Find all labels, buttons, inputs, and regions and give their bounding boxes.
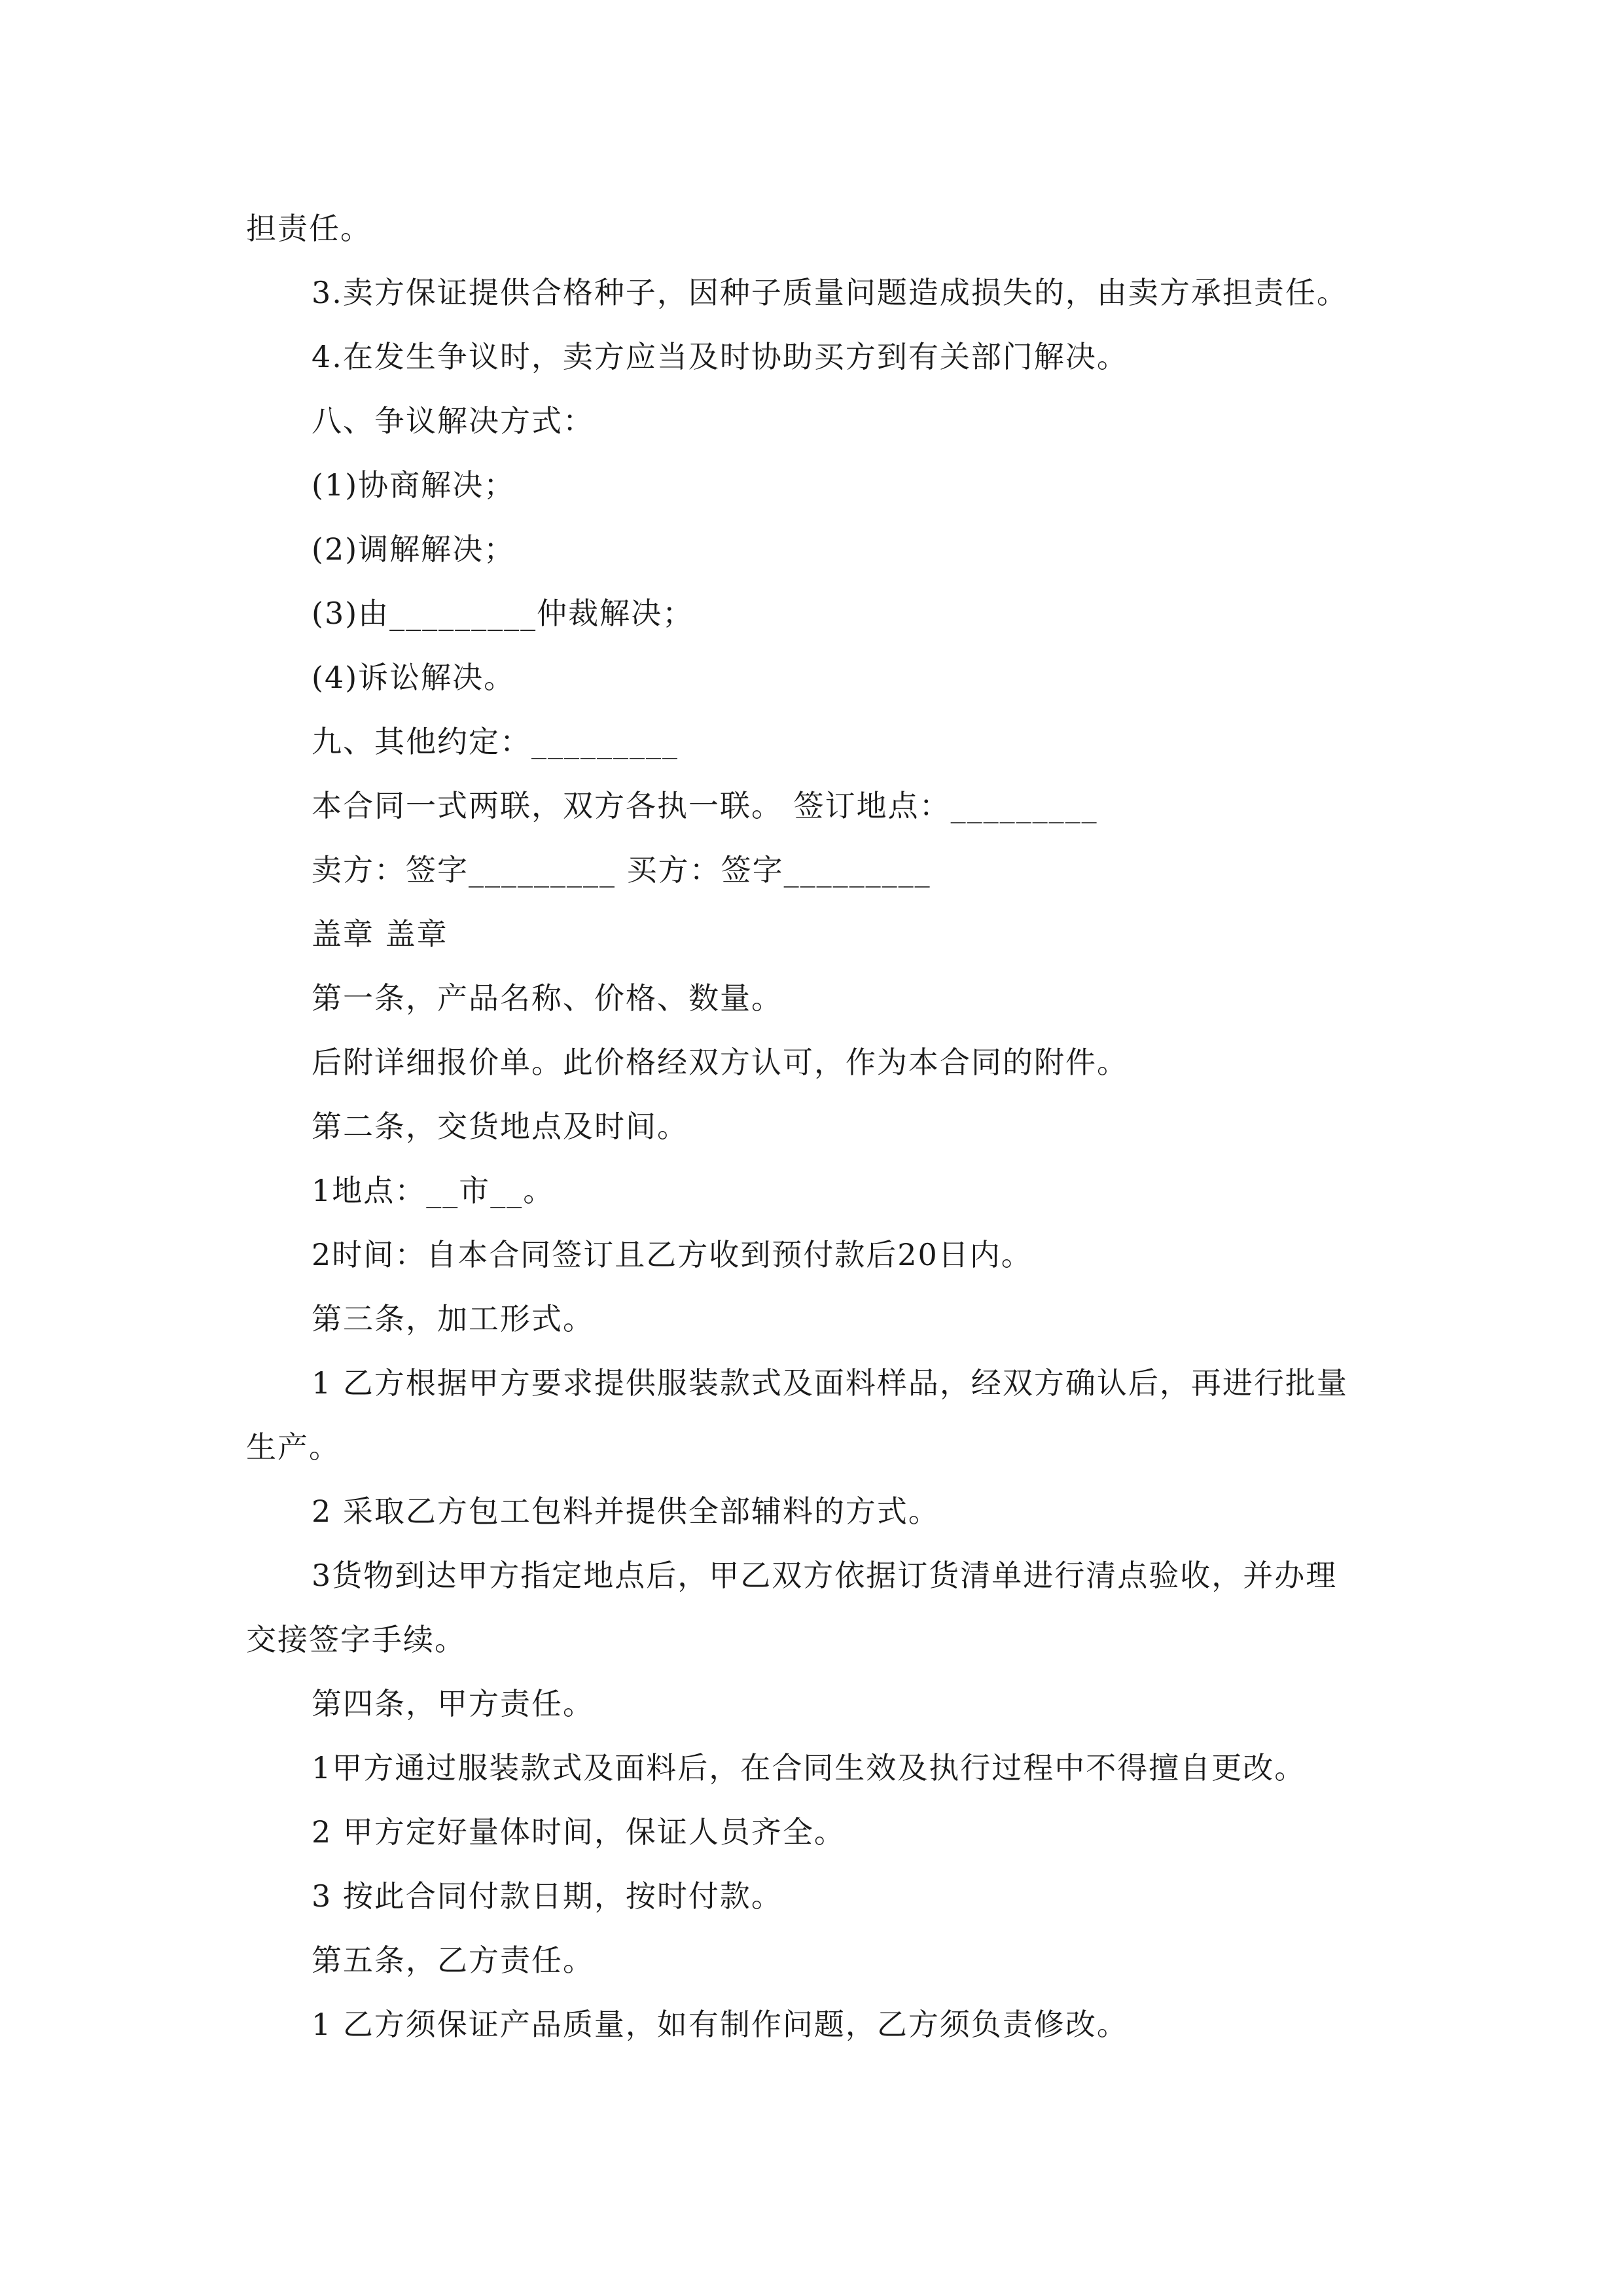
paragraph-line: 1 乙方根据甲方要求提供服装款式及面料样品，经双方确认后，再进行批量 — [312, 1365, 1348, 1401]
signature-line: 卖方：签字_________ 买方：签字_________ — [312, 852, 931, 888]
article-heading: 第四条，甲方责任。 — [312, 1686, 594, 1721]
paragraph-line: 2时间：自本合同签订且乙方收到预付款后20日内。 — [312, 1237, 1033, 1272]
paragraph-line: (3)由_________仲裁解决； — [312, 596, 694, 631]
paragraph-line: 本合同一式两联，双方各执一联。 签订地点：_________ — [312, 788, 1098, 823]
section-heading: 八、争议解决方式： — [312, 403, 594, 439]
article-heading: 第二条，交货地点及时间。 — [312, 1109, 688, 1144]
article-heading: 第三条，加工形式。 — [312, 1301, 594, 1336]
paragraph-line: 交接签字手续。 — [246, 1622, 466, 1657]
paragraph-line: 后附详细报价单。此价格经双方认可，作为本合同的附件。 — [312, 1045, 1128, 1080]
paragraph-line: 2 甲方定好量体时间，保证人员齐全。 — [312, 1814, 846, 1850]
paragraph-line: 3 按此合同付款日期，按时付款。 — [312, 1878, 783, 1914]
paragraph-line: 3货物到达甲方指定地点后，甲乙双方依据订货清单进行清点验收，并办理 — [312, 1558, 1338, 1593]
article-heading: 第一条，产品名称、价格、数量。 — [312, 980, 783, 1016]
section-heading: 九、其他约定：_________ — [312, 724, 679, 759]
paragraph-line: (2)调解解决； — [312, 531, 516, 567]
document-body — [246, 196, 1411, 2056]
paragraph-line: 担责任。 — [246, 211, 372, 246]
article-heading: 第五条，乙方责任。 — [312, 1943, 594, 1978]
paragraph-line: 1地点：__市__。 — [312, 1173, 555, 1208]
paragraph-line: (1)协商解决； — [312, 467, 516, 503]
paragraph-line: 4.在发生争议时，卖方应当及时协助买方到有关部门解决。 — [312, 339, 1128, 374]
paragraph-line: 1甲方通过服装款式及面料后，在合同生效及执行过程中不得擅自更改。 — [312, 1750, 1306, 1785]
paragraph-line: 1 乙方须保证产品质量，如有制作问题，乙方须负责修改。 — [312, 2007, 1128, 2042]
paragraph-line: 2 采取乙方包工包料并提供全部辅料的方式。 — [312, 1494, 940, 1529]
seal-line: 盖章 盖章 — [312, 916, 448, 952]
paragraph-line: 生产。 — [246, 1429, 340, 1465]
paragraph-line: (4)诉讼解决。 — [312, 660, 516, 695]
paragraph-line: 3.卖方保证提供合格种子，因种子质量问题造成损失的，由卖方承担责任。 — [312, 275, 1348, 310]
